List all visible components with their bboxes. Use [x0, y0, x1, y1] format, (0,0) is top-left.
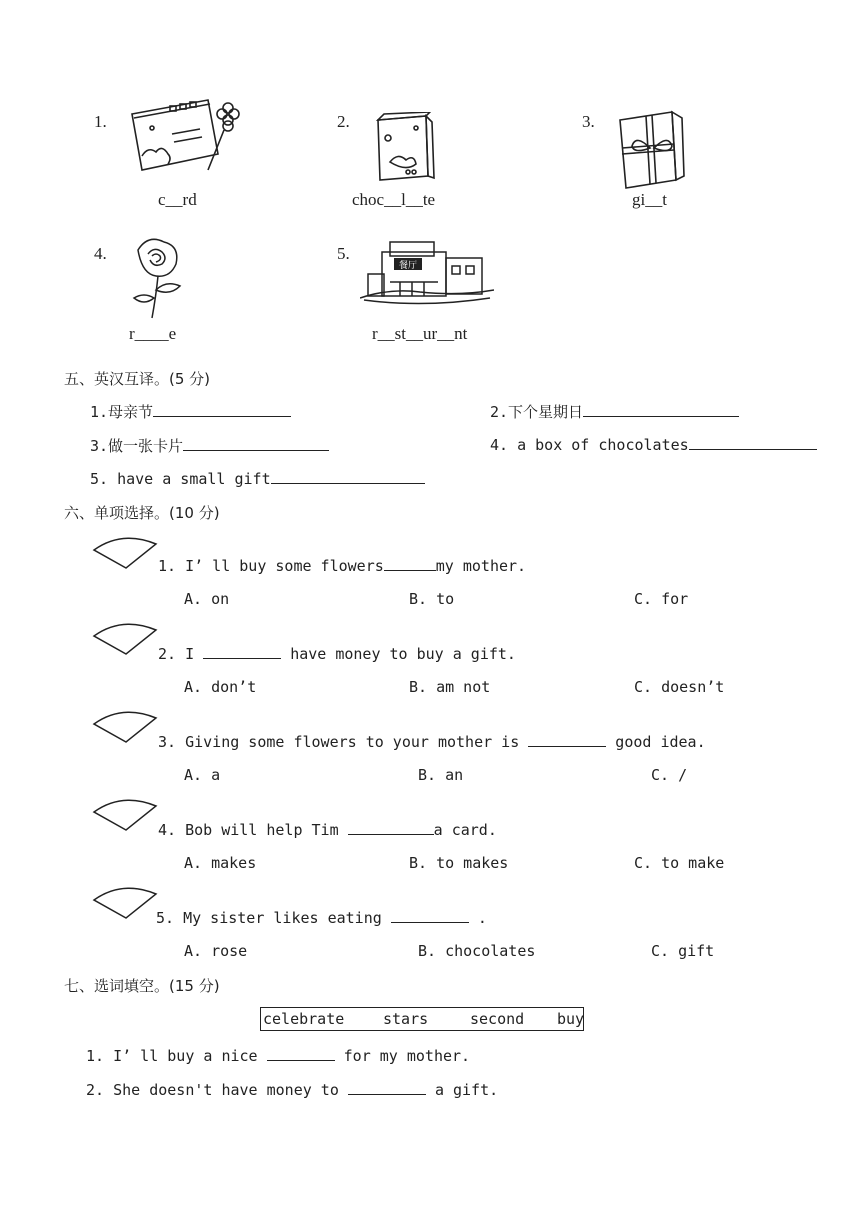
question-line [156, 908, 487, 927]
question-text: . [477, 909, 487, 927]
word-bank-item: buy [557, 1010, 585, 1028]
answer-fan-icon[interactable] [92, 710, 158, 744]
translation-prompt: 4. a box of chocolates [490, 436, 689, 454]
option-b[interactable]: B. to makes [409, 854, 509, 872]
answer-blank[interactable] [528, 732, 606, 747]
question-line [158, 556, 526, 575]
answer-blank[interactable] [183, 436, 329, 451]
chocolate-box-icon [372, 112, 438, 184]
option-a[interactable]: A. on [184, 590, 230, 608]
answer-blank[interactable] [153, 402, 291, 417]
translation-item [490, 401, 739, 422]
item-number: 3. [582, 112, 595, 131]
translation-prompt: 3.做一张卡片 [90, 437, 184, 455]
option-c[interactable]: C. for [634, 590, 689, 608]
answer-blank[interactable] [384, 556, 436, 571]
answer-blank[interactable] [203, 644, 281, 659]
question-text: 5. My sister likes eating [156, 909, 382, 927]
question-line [158, 732, 706, 751]
answer-fan-icon[interactable] [92, 798, 158, 832]
option-b[interactable]: B. chocolates [418, 942, 536, 960]
question-text: my mother. [435, 557, 527, 575]
word-with-blanks: r__st__ur__nt [372, 324, 468, 343]
answer-blank[interactable] [267, 1046, 335, 1061]
question-line [158, 820, 497, 839]
answer-blank[interactable] [391, 908, 469, 923]
translation-prompt: 2.下个星期日 [490, 403, 584, 421]
option-b[interactable]: B. am not [409, 678, 491, 696]
item-number: 4. [94, 244, 107, 263]
word-with-blanks: r____e [129, 324, 177, 343]
section-five-heading: 五、英汉互译。(5 分) [64, 370, 211, 388]
option-a[interactable]: A. makes [184, 854, 257, 872]
answer-fan-icon[interactable] [92, 536, 158, 570]
option-c[interactable]: C. gift [651, 942, 715, 960]
word-bank [260, 1007, 584, 1031]
translation-prompt: 5. have a small gift [90, 470, 271, 488]
word-bank-item: second [470, 1010, 525, 1028]
word-with-blanks: c__rd [158, 190, 197, 209]
gift-box-icon [616, 110, 688, 190]
answer-fan-icon[interactable] [92, 622, 158, 656]
answer-blank[interactable] [583, 402, 739, 417]
fill-sentence [86, 1080, 498, 1099]
fill-sentence [86, 1046, 470, 1065]
sentence-text: for my mother. [343, 1047, 471, 1065]
svg-text:餐厅: 餐厅 [398, 261, 418, 271]
answer-blank[interactable] [271, 469, 425, 484]
sentence-text: a gift. [434, 1081, 499, 1099]
word-bank-item: celebrate [263, 1010, 345, 1028]
answer-blank[interactable] [348, 820, 434, 835]
option-c[interactable]: C. / [651, 766, 688, 784]
option-a[interactable]: A. rose [184, 942, 248, 960]
option-c[interactable]: C. to make [634, 854, 725, 872]
option-b[interactable]: B. to [409, 590, 455, 608]
item-number: 5. [337, 244, 350, 263]
translation-prompt: 1.母亲节 [90, 403, 154, 421]
question-text: good idea. [615, 733, 706, 751]
card-icon [126, 96, 242, 176]
translation-item [90, 469, 425, 488]
translation-item [490, 435, 817, 454]
question-text: 2. I [158, 645, 195, 663]
rose-icon [130, 236, 186, 320]
answer-blank[interactable] [689, 435, 817, 450]
translation-item [90, 435, 329, 456]
question-text: have money to buy a gift. [290, 645, 516, 663]
answer-blank[interactable] [348, 1080, 426, 1095]
option-a[interactable]: A. don’t [184, 678, 257, 696]
option-b[interactable]: B. an [418, 766, 464, 784]
restaurant-icon [360, 238, 494, 308]
option-c[interactable]: C. doesn’t [634, 678, 725, 696]
question-text: 4. Bob will help Tim [158, 821, 339, 839]
translation-item [90, 401, 291, 422]
item-number: 1. [94, 112, 107, 131]
word-bank-item: stars [383, 1010, 429, 1028]
item-number: 2. [337, 112, 350, 131]
section-six-heading: 六、单项选择。(10 分) [64, 504, 220, 522]
word-with-blanks: choc__l__te [352, 190, 436, 209]
section-seven-heading: 七、选词填空。(15 分) [64, 977, 220, 995]
question-text: 3. Giving some flowers to your mother is [158, 733, 520, 751]
question-line [158, 644, 516, 663]
sentence-text: 1. I’ ll buy a nice [86, 1047, 258, 1065]
answer-fan-icon[interactable] [92, 886, 158, 920]
question-text: a card. [433, 821, 497, 839]
question-text: 1. I’ ll buy some flowers [158, 557, 384, 575]
word-with-blanks: gi__t [632, 190, 667, 209]
sentence-text: 2. She doesn't have money to [86, 1081, 339, 1099]
option-a[interactable]: A. a [184, 766, 221, 784]
